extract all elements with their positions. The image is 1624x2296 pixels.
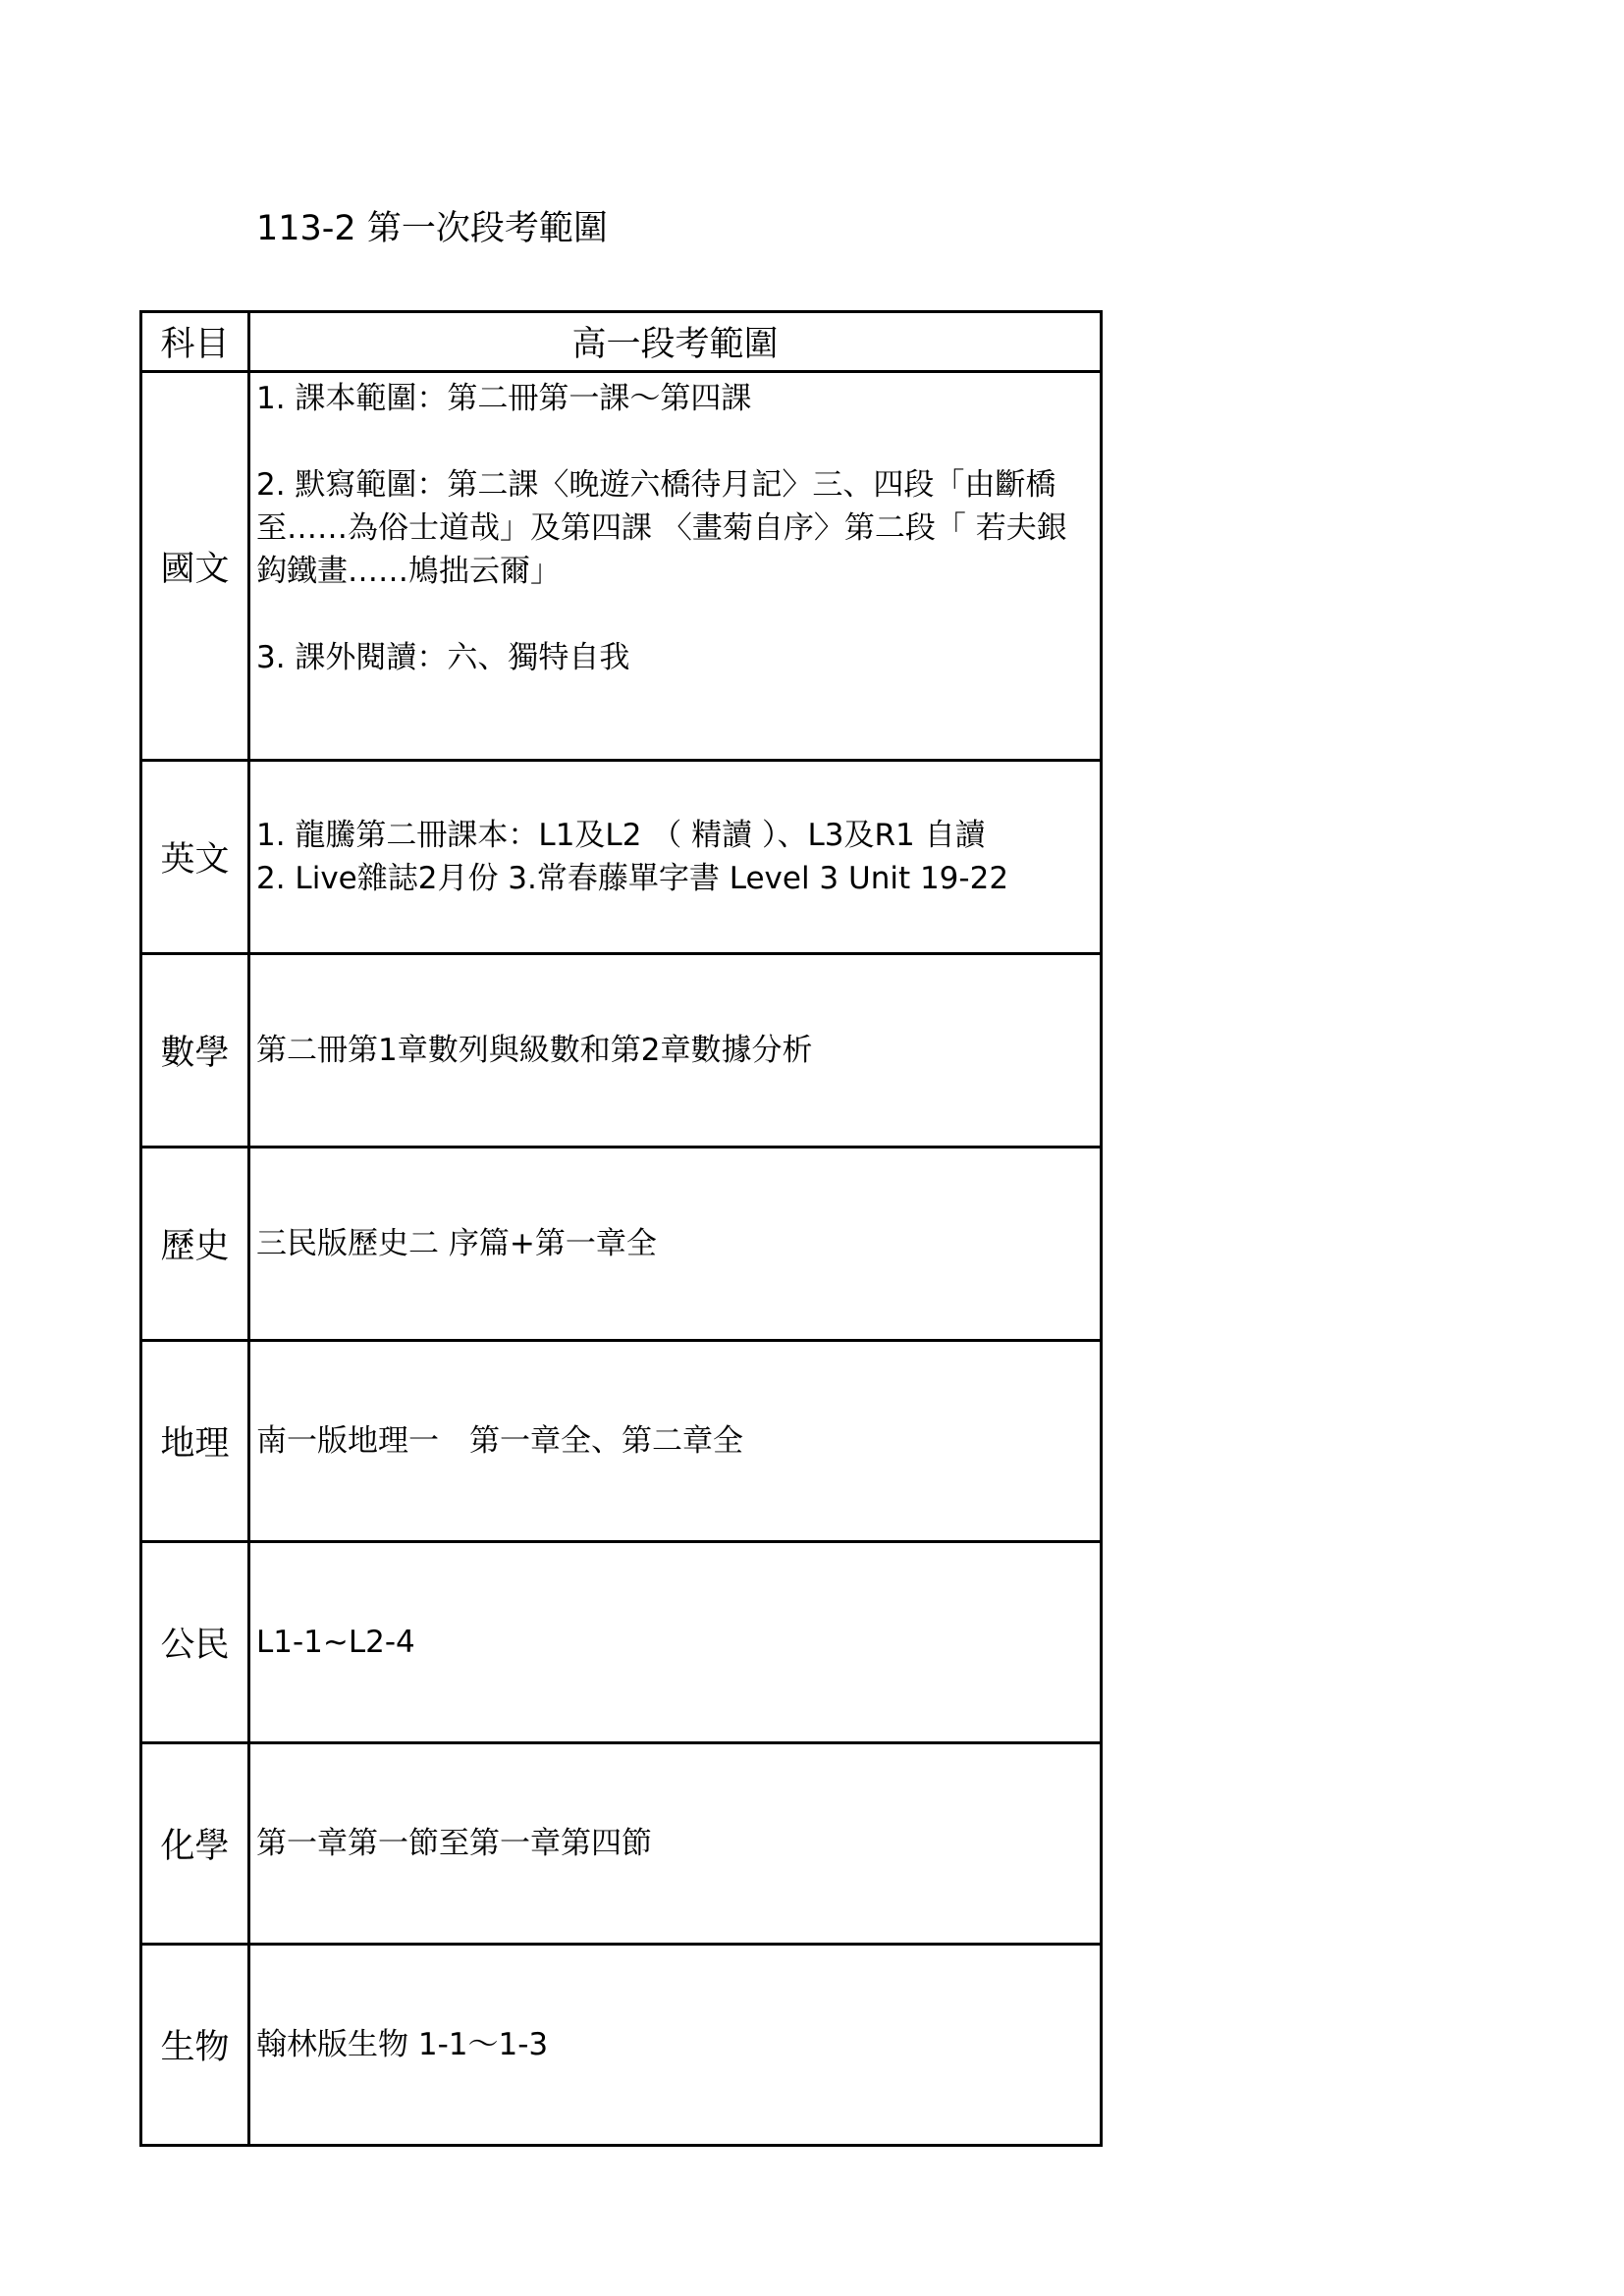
table-row-chinese (141, 372, 1102, 761)
range-biology: 翰林版生物 1-1～1-3 (249, 1945, 1102, 2146)
subject-english: 英文 (141, 761, 249, 954)
table-row-english (141, 761, 1102, 954)
header-subject: 科目 (141, 312, 249, 372)
range-line: 1. 課本範圍：第二冊第一課～第四課 (256, 381, 752, 416)
table-row-chemistry (141, 1743, 1102, 1945)
subject-chemistry: 化學 (141, 1743, 249, 1945)
range-line: 1. 龍騰第二冊課本：L1及L2 （ 精讀 ）、L3及R1 自讀 (256, 818, 986, 853)
page-title: 113-2 第一次段考範圍 (256, 209, 608, 248)
range-chemistry: 第一章第一節至第一章第四節 (249, 1743, 1102, 1945)
table-header-row (141, 312, 1102, 372)
spacer (256, 593, 1092, 636)
subject-chinese: 國文 (141, 372, 249, 761)
range-line: 2. 默寫範圍：第二課〈晚遊六橋待月記〉三、四段「由斷橋至……為俗士道哉」及第四課 〈畫菊自序〉第二段「 若夫銀鈎鐵畫……鳩拙云爾」 (256, 467, 1067, 589)
subject-geography: 地理 (141, 1341, 249, 1542)
range-geography: 南一版地理一 第一章全、第二章全 (249, 1341, 1102, 1542)
table-row-history (141, 1148, 1102, 1341)
subject-math: 數學 (141, 954, 249, 1148)
header-range: 高一段考範圍 (249, 312, 1102, 372)
range-math: 第二冊第1章數列與級數和第2章數據分析 (249, 954, 1102, 1148)
table-row-biology (141, 1945, 1102, 2146)
range-history: 三民版歷史二 序篇+第一章全 (249, 1148, 1102, 1341)
subject-biology: 生物 (141, 1945, 249, 2146)
range-line: 2. Live雜誌2月份 3.常春藤單字書 Level 3 Unit 19-22 (256, 861, 1009, 896)
exam-range-table (139, 310, 1103, 2147)
table-row-math (141, 954, 1102, 1148)
table-row-geography (141, 1341, 1102, 1542)
table-row-civics (141, 1542, 1102, 1743)
range-english (249, 761, 1102, 954)
spacer (256, 420, 1092, 463)
range-line: 3. 課外閱讀：六、獨特自我 (256, 640, 630, 675)
subject-civics: 公民 (141, 1542, 249, 1743)
range-civics: L1-1~L2-4 (249, 1542, 1102, 1743)
subject-history: 歷史 (141, 1148, 249, 1341)
range-chinese (249, 372, 1102, 761)
